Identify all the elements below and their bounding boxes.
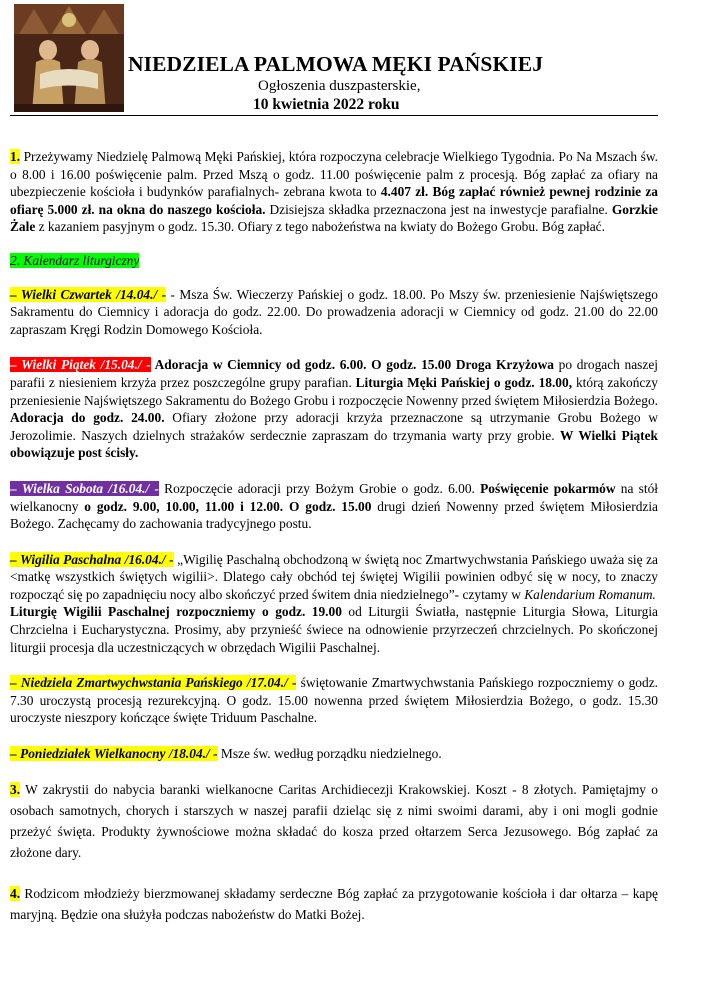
- announcement-text: Dzisiejsza składka przeznaczona jest na inwestycje parafialne.: [265, 201, 612, 217]
- announcement-text: Przeżywamy Niedzielę Palmową Męki Pańskiej, która rozpoczyna celebracje Wielkiego Tygodnia. Po Na Mszach św. o 8.00 i 16.00 poświęcenie palm. Przed Mszą o godz. 11.00 poświęcenie palm z procesją. Bóg zapłać za ofiary na ubezpieczenie kościoła i budynków parafialnych- zebrana kwota to: [10, 149, 658, 200]
- entry-label: – Poniedziałek Wielkanocny /18.04./ -: [10, 746, 218, 762]
- entry-text: którą zakończy przeniesienie Najświętszego Sakramentu do Bożego Grobu i rozpoczęcie Nowenny przed świętem Miłosierdzia Bożego.: [10, 374, 658, 408]
- announcement-text: z kazaniem pasyjnym o godz. 15.30. Ofiary z tego nabożeństwa na kwiaty do Bożego Grobu. Bóg zapłać.: [35, 219, 605, 235]
- entry-text: po drogach naszej parafii z niesieniem krzyża przez poszczególne grupy parafian.: [10, 357, 658, 390]
- entry-text: Ofiary złożone przy adoracji krzyża przeznaczone są utrzymanie Grobu Bożego w Jerozolimie. Naszych dzielnych strażaków serdecznie zapraszam do trzymania warty przy grobie.: [10, 410, 658, 443]
- section-liturgical-calendar: [10, 252, 658, 270]
- entry-text: Msze św. według porządku niedzielnego.: [217, 746, 442, 762]
- entry-continuation: [10, 603, 658, 656]
- page-subtitle: Ogłoszenia duszpasterskie,: [258, 78, 421, 94]
- announcement-4: [10, 883, 658, 925]
- entry-bold: Adoracja do godz. 24.00.: [10, 410, 165, 426]
- entry-label: – Wielki Piątek /15.04./ -: [10, 357, 151, 373]
- entry-niedziela-zmartwychwstania: [10, 674, 658, 727]
- header: [10, 0, 658, 116]
- announcement-text: Rodzicom młodzieży bierzmowanej składamy serdeczne Bóg zapłać za przygotowanie kościoła i dar ołtarza – kapę maryjną. Będzie ona służyła podczas nabożeństw do Matki Bożej.: [10, 885, 658, 922]
- entry-text: na stół wielkanocny: [10, 480, 658, 514]
- announcement-number: 3.: [10, 781, 21, 797]
- announcement-bold: Gorzkie Żale: [10, 201, 658, 235]
- entry-text: „Wigilię Paschalną obchodzoną w świętą noc Zmartwychwstania Pańskiego uważa się za <matkę wszystkich świętych wigilii>. Dlatego cały obchód tej świętej Wigilii powinien odbyć się w nocy, to znaczy rozpocząć się po zapadnięciu nocy albo skończyć przed świtem dnia niedzielnego”- czytamy w: [10, 551, 658, 602]
- entry-wielka-sobota: [10, 480, 658, 533]
- entry-bold: o godz. 9.00, 10.00, 11.00 i 12.00. O godz. 15.00: [84, 498, 372, 514]
- entry-text: - Msza Św. Wieczerzy Pańskiej o godz. 18.00. Po Mszy św. przeniesienie Najświętszego Sakramentu do Ciemnicy i adoracja do godz. 22.00. Do prowadzenia adoracji w Ciemnicy od godz. 21.00 do 22.00 zapraszam Kręgi Rodzin Domowego Kościoła.: [10, 286, 658, 337]
- header-religious-image: [14, 4, 124, 112]
- entry-label: – Wigilia Paschalna /16.04./ -: [10, 551, 174, 567]
- page-date: 10 kwietnia 2022 roku: [253, 96, 400, 113]
- announcement-3: [10, 779, 658, 863]
- section-heading: 2. Kalendarz liturgiczny: [10, 252, 140, 268]
- entry-label: – Wielka Sobota /16.04./ -: [10, 480, 159, 496]
- entry-wigilia-paschalna: [10, 551, 658, 657]
- entry-bold: Liturgia Męki Pańskiej o godz. 18.00,: [355, 374, 573, 390]
- announcement-number: 1.: [10, 149, 21, 164]
- announcement-1: [10, 148, 658, 236]
- entry-bold: W Wielki Piątek obowiązuje post ścisły.: [10, 427, 658, 461]
- entry-text: od Liturgii Światła, następnie Liturgia Słowa, Liturgia Chrzcielna i Eucharystyczna. Prosimy, aby przynieść świece na odnowienie przyrzeczeń chrzcielnych. Po skończonej liturgii procesja dla uczestniczących w obrzędach Wigilii Paschalnej.: [10, 604, 658, 655]
- entry-label: – Niedziela Zmartwychwstania Pańskiego /17.04./ -: [10, 675, 297, 691]
- entry-poniedzialek-wielkanocny: [10, 745, 658, 763]
- entry-bold: Liturgię Wigilii Paschalnej rozpoczniemy o godz. 19.00: [10, 604, 342, 620]
- entry-text: świętowanie Zmartwychwstania Pańskiego rozpoczniemy o godz. 7.30 uroczystą procesją rezurekcyjną. O godz. 15.00 nowenna przed świętem Miłosierdzia Bożego, o godz. 15.30 uroczyste nieszpory kończące święte Triduum Paschalne.: [10, 675, 658, 726]
- announcement-number: 4.: [10, 885, 21, 901]
- entry-wielki-czwartek: [10, 286, 658, 339]
- entry-text: Rozpoczęcie adoracji przy Bożym Grobie o godz. 6.00.: [158, 480, 481, 496]
- entry-text: drugi dzień Nowenny przed świętem Miłosierdzia Bożego. Zachęcamy do zachowania tradycyjnego postu.: [10, 498, 658, 532]
- announcement-text: W zakrystii do nabycia baranki wielkanocne Caritas Archidiecezji Krakowskiej. Koszt - 8 złotych. Pamiętajmy o osobach samotnych, chorych i starszych w naszej parafii dzieląc się z nimi swoimi darami, aby i oni mogli godnie przeżyć święta. Produkty żywnościowe można składać do kosza przed ołtarzem Serca Jezusowego. Bóg zapłać za złożone dary.: [10, 781, 658, 860]
- page-title: NIEDZIELA PALMOWA MĘKI PAŃSKIEJ: [128, 52, 544, 76]
- entry-label: – Wielki Czwartek /14.04./ -: [10, 286, 167, 302]
- document-page: [10, 0, 658, 922]
- entry-wielki-piatek: [10, 356, 658, 462]
- announcement-bold: 4.407 zł. Bóg zapłać również pewnej rodzinie za ofiarę 5.000 zł. na okna do naszego kościoła.: [10, 184, 658, 217]
- entry-italic: Kalendarium Romanum.: [524, 586, 656, 602]
- header-divider: [10, 115, 658, 116]
- entry-bold: Adoracja w Ciemnicy od godz. 6.00. O godz. 15.00 Droga Krzyżowa: [150, 357, 554, 373]
- altar-figures-picture: [14, 4, 124, 112]
- announcements-body: [10, 148, 658, 941]
- entry-bold: Poświęcenie pokarmów: [480, 480, 616, 496]
